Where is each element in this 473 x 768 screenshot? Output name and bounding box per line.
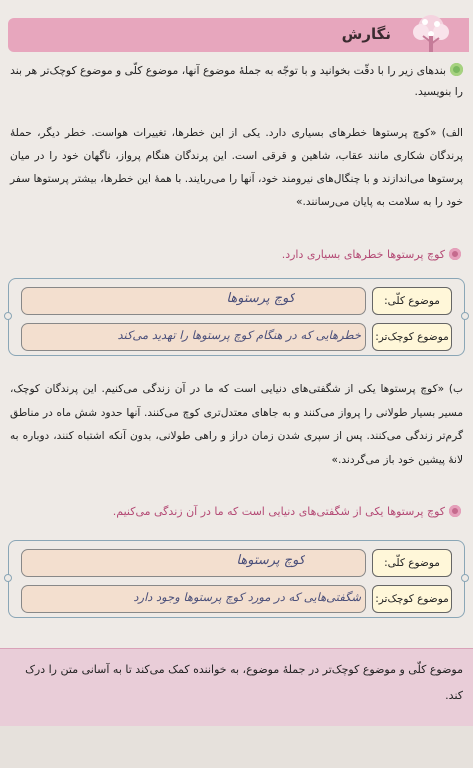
section-a-text: الف) «کوچ پرستوها خطرهای بسیاری دارد. یکی از این خطرها، تغییرات هواست. خطر دیگر، حملهٔ پرندگان شکاری مانند عقاب، شاهین و قرقی است. این پرندگان هنگام پرواز، ناگهان خود را در میان پرستوها می‌اندازند و با چنگال‌های نیرومند خود، آنها را می‌ربایند. با همهٔ این خطرها، بیشتر پرستوها سفر خود را به سلامت به پایان می‌رسانند.»: [10, 127, 463, 208]
general-topic-label: موضوع کلّی:: [372, 287, 452, 315]
page-title: نگارش: [341, 25, 391, 43]
specific-topic-answer: خطرهایی که در هنگام کوچ پرستوها را تهدید می‌کند: [117, 328, 361, 342]
instruction-text: بندهای زیر را با دقّت بخوانید و با توجّه به جملهٔ موضوع آنها، موضوع کلّی و موضوع کوچک‌تر هر بند را بنویسید.: [10, 64, 463, 98]
specific-topic-label: موضوع کوچک‌تر:: [372, 323, 452, 351]
flower-icon: [449, 505, 461, 517]
general-topic-label: موضوع کلّی:: [372, 549, 452, 577]
specific-topic-field[interactable]: [21, 323, 366, 351]
box-dot: [4, 312, 12, 320]
box-dot: [4, 574, 12, 582]
page-bottom: [0, 726, 473, 768]
general-topic-answer: کوچ پرستوها: [226, 291, 295, 306]
tree-icon: [407, 12, 455, 56]
flower-icon: [450, 63, 463, 76]
flower-icon: [449, 248, 461, 260]
section-header: [8, 18, 469, 52]
box-dot: [461, 574, 469, 582]
section-b-answer-box: [8, 540, 465, 618]
instruction: [10, 60, 463, 102]
specific-topic-answer: شگفتی‌هایی که در مورد کوچ پرستوها وجود دارد: [133, 590, 361, 604]
general-topic-field[interactable]: [21, 549, 366, 577]
section-a-topic-sentence: کوچ پرستوها خطرهای بسیاری دارد.: [10, 248, 461, 261]
general-topic-field[interactable]: [21, 287, 366, 315]
section-b-text: ب) «کوچ پرستوها یکی از شگفتی‌های دنیایی است که ما در آن زندگی می‌کنیم. این پرندگان کوچک، مسیر بسیار طولانی را پرواز می‌کنند و به جاهای معتدل‌تری کوچ می‌کنند. آنها حدود شش ماه در مناطق گرم‌تر زندگی می‌کنند. پس از سپری شدن زمان دراز و راهی طولانی، بدون آنکه اشتباه کنند، دوباره به لانهٔ پیشین خود باز می‌گردند.»: [10, 383, 463, 466]
specific-topic-field[interactable]: [21, 585, 366, 613]
box-dot: [461, 312, 469, 320]
specific-topic-label: موضوع کوچک‌تر:: [372, 585, 452, 613]
section-a-answer-box: [8, 278, 465, 356]
footer-note: موضوع کلّی و موضوع کوچک‌تر در جملهٔ موضوع، به خواننده کمک می‌کند تا به آسانی متن را درک کند.: [0, 648, 473, 726]
general-topic-answer: کوچ پرستوها: [236, 553, 305, 568]
section-b-topic-sentence: کوچ پرستوها یکی از شگفتی‌های دنیایی است که ما در آن زندگی می‌کنیم.: [10, 505, 461, 518]
